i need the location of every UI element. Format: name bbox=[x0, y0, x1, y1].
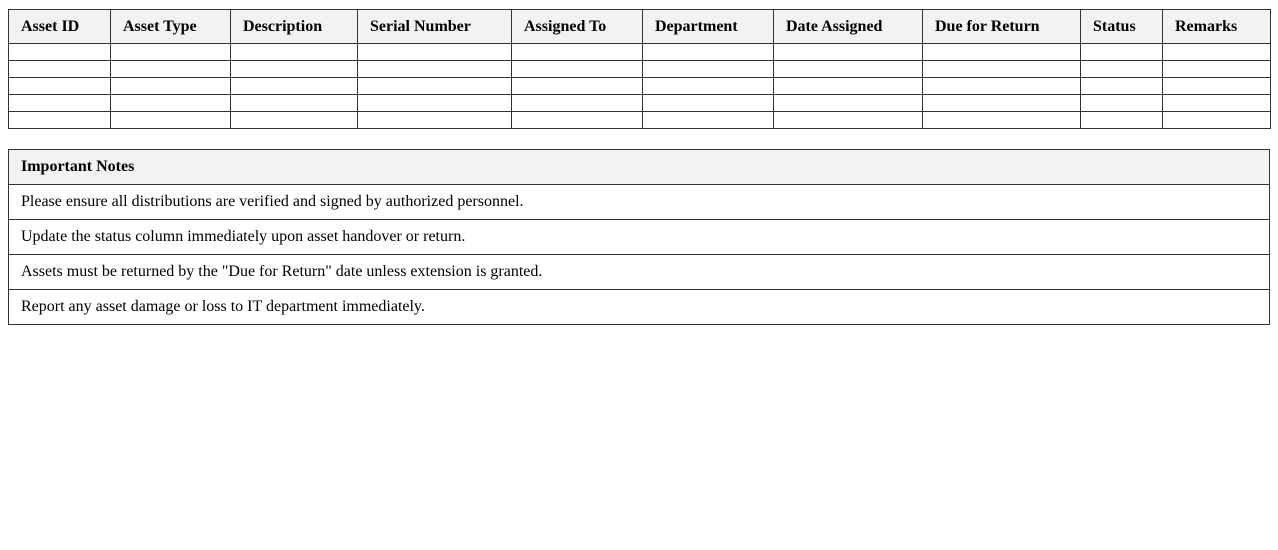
table-row bbox=[9, 112, 1271, 129]
table-cell[interactable] bbox=[1163, 78, 1271, 95]
table-cell[interactable] bbox=[231, 78, 358, 95]
table-cell[interactable] bbox=[1081, 95, 1163, 112]
table-cell[interactable] bbox=[1163, 95, 1271, 112]
table-cell[interactable] bbox=[643, 78, 774, 95]
table-cell[interactable] bbox=[774, 78, 923, 95]
note-item: Assets must be returned by the "Due for Return" date unless extension is granted. bbox=[9, 255, 1270, 290]
column-header-department: Department bbox=[643, 10, 774, 44]
table-cell[interactable] bbox=[358, 44, 512, 61]
table-cell[interactable] bbox=[643, 95, 774, 112]
table-cell[interactable] bbox=[111, 44, 231, 61]
table-cell[interactable] bbox=[774, 112, 923, 129]
table-row bbox=[9, 78, 1271, 95]
column-header-due-for-return: Due for Return bbox=[923, 10, 1081, 44]
table-cell[interactable] bbox=[774, 95, 923, 112]
column-header-remarks: Remarks bbox=[1163, 10, 1271, 44]
note-item: Update the status column immediately upon asset handover or return. bbox=[9, 220, 1270, 255]
table-cell[interactable] bbox=[111, 112, 231, 129]
table-cell[interactable] bbox=[512, 78, 643, 95]
note-row bbox=[9, 255, 1270, 290]
table-cell[interactable] bbox=[1081, 112, 1163, 129]
table-cell[interactable] bbox=[512, 44, 643, 61]
table-cell[interactable] bbox=[231, 95, 358, 112]
note-item: Report any asset damage or loss to IT department immediately. bbox=[9, 290, 1270, 325]
note-row bbox=[9, 185, 1270, 220]
column-header-status: Status bbox=[1081, 10, 1163, 44]
table-cell[interactable] bbox=[923, 78, 1081, 95]
table-row bbox=[9, 44, 1271, 61]
table-cell[interactable] bbox=[643, 44, 774, 61]
table-cell[interactable] bbox=[111, 61, 231, 78]
table-row bbox=[9, 61, 1271, 78]
table-cell[interactable] bbox=[1163, 44, 1271, 61]
table-cell[interactable] bbox=[9, 78, 111, 95]
column-header-serial-number: Serial Number bbox=[358, 10, 512, 44]
table-cell[interactable] bbox=[923, 61, 1081, 78]
column-header-description: Description bbox=[231, 10, 358, 44]
table-cell[interactable] bbox=[923, 44, 1081, 61]
table-cell[interactable] bbox=[231, 112, 358, 129]
table-cell[interactable] bbox=[111, 95, 231, 112]
note-row bbox=[9, 290, 1270, 325]
asset-distribution-table bbox=[8, 9, 1271, 129]
table-cell[interactable] bbox=[643, 61, 774, 78]
table-header-row bbox=[9, 10, 1271, 44]
table-cell[interactable] bbox=[358, 112, 512, 129]
table-cell[interactable] bbox=[774, 61, 923, 78]
table-cell[interactable] bbox=[358, 61, 512, 78]
table-cell[interactable] bbox=[231, 44, 358, 61]
table-cell[interactable] bbox=[512, 112, 643, 129]
table-cell[interactable] bbox=[1163, 61, 1271, 78]
column-header-date-assigned: Date Assigned bbox=[774, 10, 923, 44]
table-cell[interactable] bbox=[9, 44, 111, 61]
important-notes-table bbox=[8, 149, 1270, 325]
table-cell[interactable] bbox=[512, 95, 643, 112]
table-cell[interactable] bbox=[1081, 61, 1163, 78]
table-cell[interactable] bbox=[9, 112, 111, 129]
table-cell[interactable] bbox=[111, 78, 231, 95]
table-cell[interactable] bbox=[358, 78, 512, 95]
table-cell[interactable] bbox=[231, 61, 358, 78]
table-cell[interactable] bbox=[9, 61, 111, 78]
table-cell[interactable] bbox=[1081, 44, 1163, 61]
table-cell[interactable] bbox=[9, 95, 111, 112]
column-header-asset-type: Asset Type bbox=[111, 10, 231, 44]
column-header-assigned-to: Assigned To bbox=[512, 10, 643, 44]
note-row bbox=[9, 220, 1270, 255]
column-header-asset-id: Asset ID bbox=[9, 10, 111, 44]
table-cell[interactable] bbox=[923, 112, 1081, 129]
table-cell[interactable] bbox=[643, 112, 774, 129]
table-row bbox=[9, 95, 1271, 112]
table-cell[interactable] bbox=[1081, 78, 1163, 95]
table-cell[interactable] bbox=[512, 61, 643, 78]
note-item: Please ensure all distributions are verified and signed by authorized personnel. bbox=[9, 185, 1270, 220]
table-cell[interactable] bbox=[358, 95, 512, 112]
table-cell[interactable] bbox=[1163, 112, 1271, 129]
table-cell[interactable] bbox=[774, 44, 923, 61]
notes-title: Important Notes bbox=[9, 150, 1270, 185]
table-cell[interactable] bbox=[923, 95, 1081, 112]
